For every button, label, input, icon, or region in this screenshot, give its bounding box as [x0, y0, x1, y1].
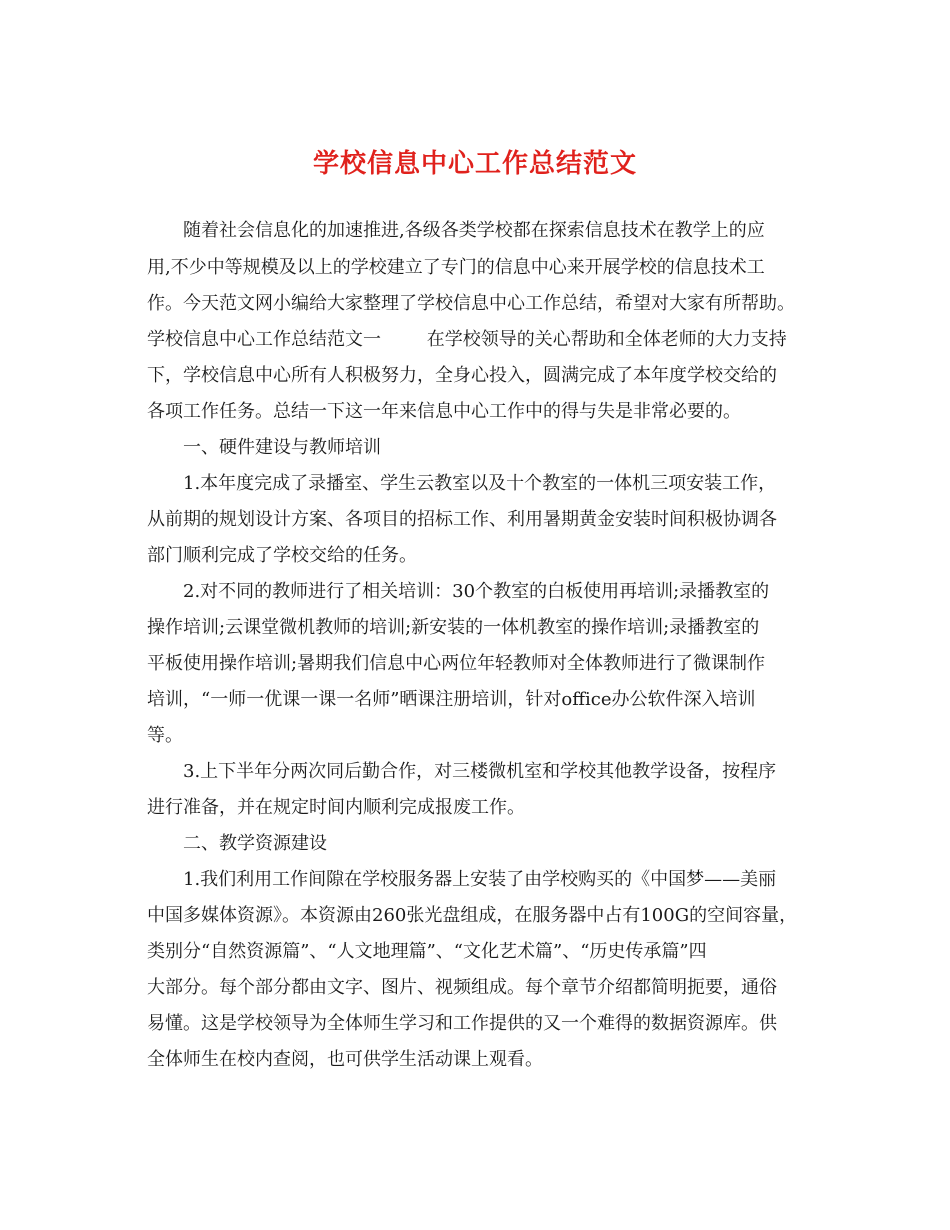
paragraph-line: 学校信息中心工作总结范文一 在学校领导的关心帮助和全体老师的大力支持: [147, 329, 787, 350]
paragraph-line: 随着社会信息化的加速推进,各级各类学校都在探索信息技术在教学上的应: [183, 220, 765, 241]
paragraph-line: 大部分。每个部分都由文字、图片、视频组成。每个章节介绍都简明扼要，通俗: [147, 977, 777, 998]
section-heading: 二、教学资源建设: [183, 833, 327, 854]
paragraph-line: 中国多媒体资源》。本资源由260张光盘组成，在服务器中占有100G的空间容量，: [147, 905, 798, 926]
paragraph-line: 3.上下半年分两次同后勤合作，对三楼微机室和学校其他教学设备，按程序: [183, 761, 777, 782]
paragraph-line: 易懂。这是学校领导为全体师生学习和工作提供的又一个难得的数据资源库。供: [147, 1013, 777, 1034]
paragraph-line: 2.对不同的教师进行了相关培训：30个教室的白板使用再培训;录播教室的: [183, 581, 770, 602]
paragraph-line: 平板使用操作培训;暑期我们信息中心两位年轻教师对全体教师进行了微课制作: [147, 653, 766, 674]
paragraph-line: 进行准备，并在规定时间内顺利完成报废工作。: [147, 797, 525, 818]
paragraph-line: 类别分“自然资源篇”、“人文地理篇”、“文化艺术篇”、“历史传承篇”四: [147, 941, 707, 962]
paragraph-line: 各项工作任务。总结一下这一年来信息中心工作中的得与失是非常必要的。: [147, 401, 741, 422]
paragraph-line: 下，学校信息中心所有人积极努力，全身心投入，圆满完成了本年度学校交给的: [147, 365, 777, 386]
paragraph-line: 部门顺利完成了学校交给的任务。: [147, 545, 417, 566]
paragraph-line: 从前期的规划设计方案、各项目的招标工作、利用暑期黄金安装时间积极协调各: [147, 509, 777, 530]
paragraph-line: 1.我们利用工作间隙在学校服务器上安装了由学校购买的《中国梦——美丽: [183, 869, 777, 890]
paragraph-line: 等。: [147, 725, 183, 746]
paragraph-line: 1.本年度完成了录播室、学生云教室以及十个教室的一体机三项安装工作，: [183, 473, 777, 494]
paragraph-line: 用,不少中等规模及以上的学校建立了专门的信息中心来开展学校的信息技术工: [147, 257, 765, 278]
paragraph-line: 全体师生在校内查阅，也可供学生活动课上观看。: [147, 1049, 543, 1070]
paragraph-line: 操作培训;云课堂微机教师的培训;新安装的一体机教室的操作培训;录播教室的: [147, 617, 760, 638]
section-heading: 一、硬件建设与教师培训: [183, 437, 381, 458]
document-title: 学校信息中心工作总结范文: [312, 149, 637, 179]
paragraph-line: 作。今天范文网小编给大家整理了学校信息中心工作总结，希望对大家有所帮助。: [147, 293, 795, 314]
paragraph-line: 培训，“一师一优课一课一名师”晒课注册培训，针对office办公软件深入培训: [147, 689, 756, 710]
